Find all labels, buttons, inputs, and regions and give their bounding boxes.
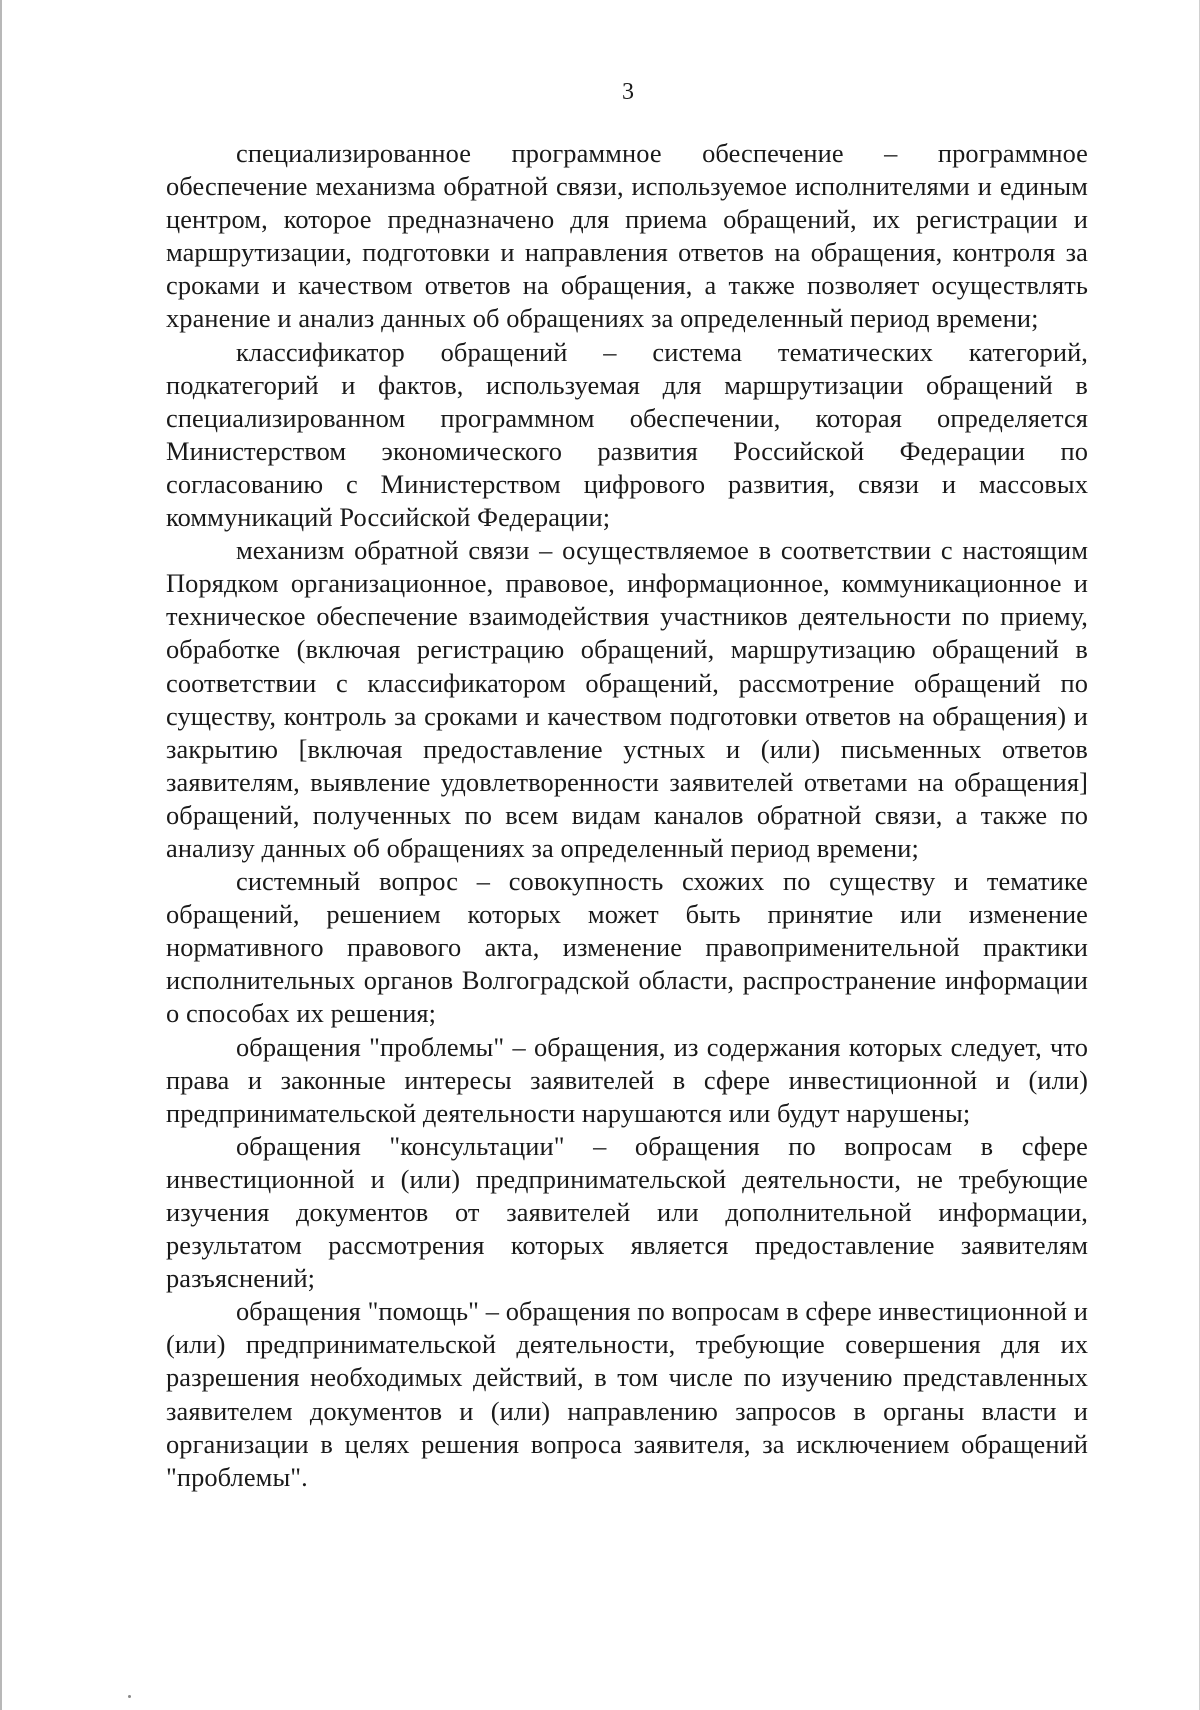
scan-artifact-dot: [128, 1695, 131, 1698]
page-number: 3: [622, 79, 634, 105]
scan-edge-left: [0, 0, 2, 1710]
document-body: [166, 137, 1088, 1494]
paragraph-definition-problems: обращения "проблемы" – обращения, из содержания которых следует, что права и законные интересы заявителей в сфере инвестиционной и (или) предпринимательской деятельности нарушаются или будут нарушены;: [166, 1031, 1088, 1128]
paragraph-definition-software: специализированное программное обеспечение – программное обеспечение механизма обратной связи, используемое исполнителями и единым центром, которое предназначено для приема обращений, их регистрации и маршрутизации, подготовки и направления ответов на обращения, контроля за сроками и качеством ответов на обращения, а также позволяет осуществлять хранение и анализ данных об обращениях за определенный период времени;: [166, 138, 1088, 334]
paragraph-definition-consultations: обращения "консультации" – обращения по вопросам в сфере инвестиционной и (или) предпринимательской деятельности, не требующие изучения документов от заявителей или дополнительной информации, результатом рассмотрения которых является предоставление заявителям разъяснений;: [166, 1130, 1088, 1294]
paragraph-definition-classifier: классификатор обращений – система тематических категорий, подкатегорий и фактов, используемая для маршрутизации обращений в специализированном программном обеспечении, которая определяется Министерством экономического развития Российской Федерации по согласованию с Министерством цифрового развития, связи и массовых коммуникаций Российской Федерации;: [166, 336, 1088, 533]
paragraph-definition-systemic-issue: системный вопрос – совокупность схожих по существу и тематике обращений, решением которых может быть принятие или изменение нормативного правового акта, изменение правоприменительной практики исполнительных органов Волгоградской области, распространение информации о способах их решения;: [166, 866, 1088, 1029]
paragraph-definition-help: обращения "помощь" – обращения по вопросам в сфере инвестиционной и (или) предпринимательской деятельности, требующие совершения для их разрешения необходимых действий, в том числе по изучению представленных заявителем документов и (или) направлению запросов в органы власти и организации в целях решения вопроса заявителя, за исключением обращений "проблемы".: [166, 1296, 1088, 1492]
paragraph-definition-feedback-mechanism: механизм обратной связи – осуществляемое в соответствии с настоящим Порядком организационное, правовое, информационное, коммуникационное и техническое обеспечение взаимодействия участников деятельности по приему, обработке (включая регистрацию обращений, маршрутизацию обращений в соответствии с классификатором обращений, рассмотрение обращений по существу, контроль за сроками и качеством подготовки ответов на обращения) и закрытию [включая предоставление устных и (или) письменных ответов заявителям, выявление удовлетворенности заявителей ответами на обращения] обращений, полученных по всем видам каналов обратной связи, а также по анализу данных об обращениях за определенный период времени;: [166, 535, 1088, 863]
